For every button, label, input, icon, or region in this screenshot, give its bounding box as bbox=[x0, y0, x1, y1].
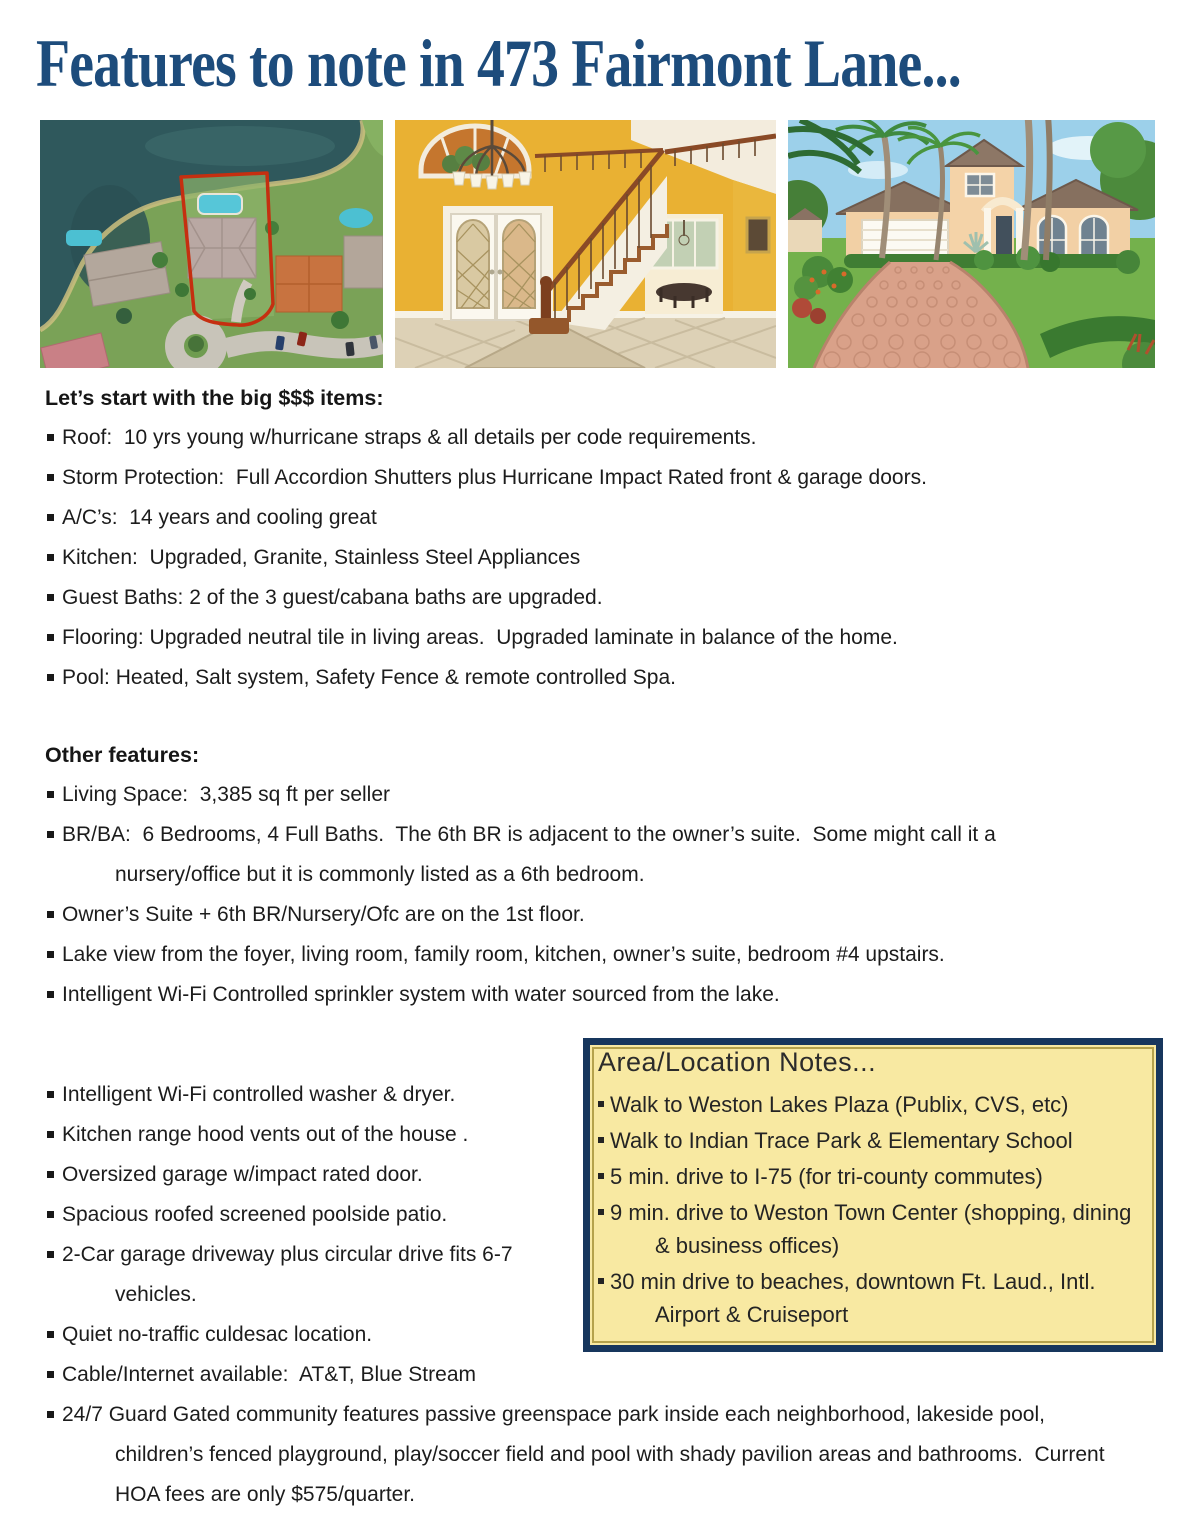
feature-bullet bbox=[45, 1315, 550, 1355]
feature-bullet bbox=[45, 578, 1120, 618]
aerial-photo-illustration bbox=[40, 120, 383, 368]
feature-bullet bbox=[45, 895, 1120, 935]
front-exterior-driveway-photo bbox=[788, 120, 1155, 368]
area-notes-list bbox=[598, 1088, 1149, 1331]
area-note-text: 9 min. drive to Weston Town Center (shopping, dining & business offices) bbox=[610, 1200, 1138, 1258]
area-note-text: 30 min drive to beaches, downtown Ft. Laud., Intl. Airport & Cruiseport bbox=[610, 1269, 1101, 1327]
community-section bbox=[45, 1395, 1123, 1515]
feature-bullet bbox=[45, 1195, 550, 1235]
other-features-list bbox=[45, 775, 1120, 1015]
feature-bullet bbox=[45, 1235, 550, 1315]
area-note-bullet bbox=[598, 1265, 1149, 1331]
feature-bullet-text: Pool: Heated, Salt system, Safety Fence & remote controlled Spa. bbox=[62, 666, 676, 689]
feature-bullet-text: Guest Baths: 2 of the 3 guest/cabana baths are upgraded. bbox=[62, 586, 603, 609]
feature-bullet-text: Intelligent Wi-Fi Controlled sprinkler system with water sourced from the lake. bbox=[62, 983, 780, 1006]
feature-bullet-text: Cable/Internet available: AT&T, Blue Stream bbox=[62, 1363, 476, 1386]
foyer-photo-illustration bbox=[395, 120, 776, 368]
feature-bullet bbox=[45, 618, 1120, 658]
area-notes-heading: Area/Location Notes... bbox=[598, 1047, 877, 1077]
feature-bullet bbox=[45, 1355, 550, 1395]
feature-bullet-text: Living Space: 3,385 sq ft per seller bbox=[62, 783, 391, 806]
area-note-bullet bbox=[598, 1088, 1149, 1121]
foyer-staircase-photo bbox=[395, 120, 776, 368]
feature-bullet bbox=[45, 775, 1120, 815]
feature-bullet-text: 24/7 Guard Gated community features passive greenspace park inside each neighborhood, lakeside pool, children’s fenced playground, play/soccer field and pool with shady pavilion areas and bathrooms. Current HOA fees are only $575/quarter. bbox=[62, 1403, 1111, 1506]
area-location-notes-box bbox=[583, 1038, 1163, 1352]
big-items-heading: Let’s start with the big $$$ items: bbox=[45, 386, 384, 410]
feature-bullet bbox=[45, 1115, 550, 1155]
community-list bbox=[45, 1395, 1123, 1515]
feature-bullet bbox=[45, 975, 1120, 1015]
feature-bullet bbox=[45, 418, 1120, 458]
more-features-list bbox=[45, 1075, 550, 1395]
feature-bullet bbox=[45, 498, 1120, 538]
feature-bullet-text: A/C’s: 14 years and cooling great bbox=[62, 506, 377, 529]
feature-bullet-text: Kitchen: Upgraded, Granite, Stainless Steel Appliances bbox=[62, 546, 581, 569]
other-features-section bbox=[45, 735, 1120, 1015]
feature-bullet bbox=[45, 458, 1120, 498]
feature-bullet bbox=[45, 538, 1120, 578]
area-note-text: Walk to Weston Lakes Plaza (Publix, CVS, etc) bbox=[610, 1092, 1069, 1117]
aerial-lakefront-lot-photo bbox=[40, 120, 383, 368]
feature-bullet bbox=[45, 1395, 1123, 1515]
area-note-text: Walk to Indian Trace Park & Elementary School bbox=[610, 1128, 1073, 1153]
feature-bullet-text: Quiet no-traffic culdesac location. bbox=[62, 1323, 373, 1346]
feature-bullet bbox=[45, 1155, 550, 1195]
feature-bullet-text: Roof: 10 yrs young w/hurricane straps & all details per code requirements. bbox=[62, 426, 757, 449]
feature-bullet-text: Intelligent Wi-Fi controlled washer & dryer. bbox=[62, 1083, 456, 1106]
feature-bullet bbox=[45, 658, 1120, 698]
feature-bullet-text: BR/BA: 6 Bedrooms, 4 Full Baths. The 6th BR is adjacent to the owner’s suite. Some might call it a nursery/office but it is commonly listed as a 6th bedroom. bbox=[62, 823, 1002, 886]
feature-bullet-text: Oversized garage w/impact rated door. bbox=[62, 1163, 423, 1186]
more-features-column bbox=[45, 1075, 550, 1395]
feature-bullet-text: Lake view from the foyer, living room, family room, kitchen, owner’s suite, bedroom #4 upstairs. bbox=[62, 943, 945, 966]
area-note-text: 5 min. drive to I-75 (for tri-county commutes) bbox=[610, 1164, 1043, 1189]
feature-bullet bbox=[45, 815, 1120, 895]
exterior-photo-illustration bbox=[788, 120, 1155, 368]
photo-strip bbox=[40, 120, 1155, 368]
feature-bullet-text: Spacious roofed screened poolside patio. bbox=[62, 1203, 448, 1226]
feature-bullet bbox=[45, 935, 1120, 975]
feature-bullet-text: 2-Car garage driveway plus circular drive fits 6-7 vehicles. bbox=[62, 1243, 519, 1306]
feature-bullet-text: Flooring: Upgraded neutral tile in living areas. Upgraded laminate in balance of the home. bbox=[62, 626, 898, 649]
feature-bullet bbox=[45, 1075, 550, 1115]
area-note-bullet bbox=[598, 1160, 1149, 1193]
page-title: Features to note in 473 Fairmont Lane... bbox=[36, 25, 961, 101]
feature-bullet-text: Kitchen range hood vents out of the house . bbox=[62, 1123, 469, 1146]
other-features-heading: Other features: bbox=[45, 743, 200, 767]
big-items-list bbox=[45, 418, 1120, 698]
area-note-bullet bbox=[598, 1124, 1149, 1157]
area-note-bullet bbox=[598, 1196, 1149, 1262]
feature-bullet-text: Owner’s Suite + 6th BR/Nursery/Ofc are on the 1st floor. bbox=[62, 903, 585, 926]
feature-bullet-text: Storm Protection: Full Accordion Shutters plus Hurricane Impact Rated front & garage doors. bbox=[62, 466, 927, 489]
big-items-section bbox=[45, 378, 1120, 698]
